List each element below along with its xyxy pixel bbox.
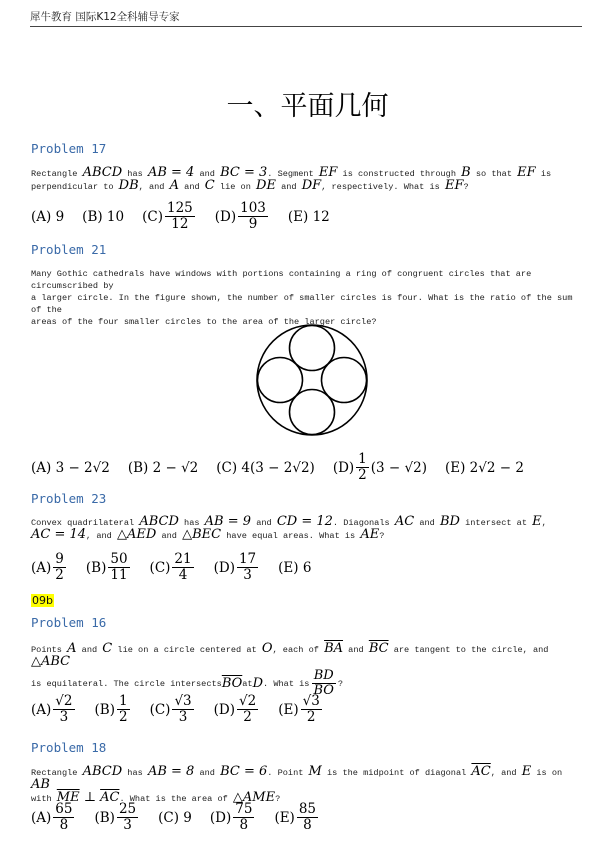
problem-17-text xyxy=(31,167,583,193)
choice-d: (D) $\frac{√2}{2}$ xyxy=(213,693,257,725)
problem-23-text xyxy=(31,516,583,542)
problem-18-text xyxy=(31,766,583,805)
problem-17-choices xyxy=(31,201,348,232)
gothic-window-figure xyxy=(253,324,371,436)
small-circle-right xyxy=(322,358,367,403)
choice-d: (D) $\frac{1}{2}$ (3 − √2) xyxy=(332,451,427,483)
choice-a: (A) $\frac{9}{2}$ xyxy=(31,551,64,583)
choice-c: (C) $\frac{125}{12}$ xyxy=(142,200,193,232)
problem-18-title: Problem 18 xyxy=(31,740,107,755)
section-title: 一、平面几何 xyxy=(226,91,389,122)
problem-18-choices xyxy=(31,802,338,833)
choice-d: (D) $\frac{17}{3}$ xyxy=(213,551,257,583)
problem-16-line-1: Points A and C lie on a circle centered at O, each of $\overline{BA}$ and $\overline{BC}$ are tangent to the circle, and △ABC xyxy=(31,641,549,669)
choice-e: (E) 2√2 − 2 xyxy=(444,459,524,476)
problem-17-line-1: Rectangle ABCD has AB = 4 and BC = 3. Segment EF is constructed through B so that EF is xyxy=(31,165,552,180)
problem-17-line-2: perpendicular to DB, and A and C lie on DE and DF, respectively. What is EF? xyxy=(31,178,469,193)
choice-e: (E) $\frac{√3}{2}$ xyxy=(278,693,320,725)
problem-21-choices xyxy=(31,452,542,483)
choice-d: (D) $\frac{103}{9}$ xyxy=(214,200,266,232)
problem-21-line-1: Many Gothic cathedrals have windows with portions containing a ring of congruent circles that are circumscribed by xyxy=(31,269,532,291)
choice-b: (B) $\frac{25}{3}$ xyxy=(94,801,137,833)
choice-a: (A) $\frac{65}{8}$ xyxy=(31,801,73,833)
choice-d: (D) $\frac{75}{8}$ xyxy=(209,801,253,833)
choice-e: (E) 6 xyxy=(278,559,312,576)
large-circle xyxy=(257,325,367,435)
choice-a: (A) 3 − 2√2 xyxy=(31,459,110,476)
choice-c: (C) 9 xyxy=(158,809,192,826)
problem-16-line-2: is equilateral. The circle intersects $\overline{BO}$ at D . What is $\frac{BD}{BO}$ ? xyxy=(31,668,344,698)
problem-18-line-1: Rectangle ABCD has AB = 8 and BC = 6. Point M is the midpoint of diagonal $\overline{AC}$, and E is on AB xyxy=(31,764,563,792)
problem-23-line-1: Convex quadrilateral ABCD has AB = 9 and CD = 12. Diagonals AC and BD intersect at E, xyxy=(31,514,547,529)
problem-23-choices xyxy=(31,552,329,583)
choice-c: (C) $\frac{√3}{3}$ xyxy=(149,693,192,725)
problem-21-line-3: areas of the four smaller circles to the area of the larger circle? xyxy=(31,317,377,327)
problem-17-title: Problem 17 xyxy=(31,141,107,156)
problem-23-title: Problem 23 xyxy=(31,491,107,506)
choice-e: (E) $\frac{85}{8}$ xyxy=(274,801,317,833)
problem-16-choices xyxy=(31,694,342,725)
small-circle-left xyxy=(258,358,303,403)
choice-c: (C) $\frac{21}{4}$ xyxy=(149,551,192,583)
problem-21-title: Problem 21 xyxy=(31,242,107,257)
choice-b: (B) 2 − √2 xyxy=(127,459,199,476)
problem-23-line-2: AC = 14, and △AED and △BEC have equal areas. What is AE? xyxy=(31,527,385,542)
problem-21-line-2: a larger circle. In the figure shown, the number of smaller circles is four. What is the ratio of the sum of the xyxy=(31,293,573,315)
problem-16-text xyxy=(31,643,583,698)
choice-b: (B) 10 xyxy=(82,208,125,225)
choice-a: (A) 9 xyxy=(31,208,65,225)
highlighted-tag: 09b xyxy=(32,594,53,607)
problem-18-line-2: with $\overline{ME}$ ⊥ $\overline{AC}$. What is the area of △AME? xyxy=(31,790,281,805)
choice-b: (B) $\frac{1}{2}$ xyxy=(94,693,128,725)
choice-e: (E) 12 xyxy=(287,208,330,225)
problem-16-title: Problem 16 xyxy=(31,615,107,630)
page-header: 犀牛教育 国际K12全科辅导专家 xyxy=(30,9,582,27)
problem-21-text xyxy=(31,268,583,328)
choice-c: (C) 4(3 − 2√2) xyxy=(216,459,315,476)
choice-a: (A) $\frac{√2}{3}$ xyxy=(31,693,73,725)
choice-b: (B) $\frac{50}{11}$ xyxy=(85,551,128,583)
